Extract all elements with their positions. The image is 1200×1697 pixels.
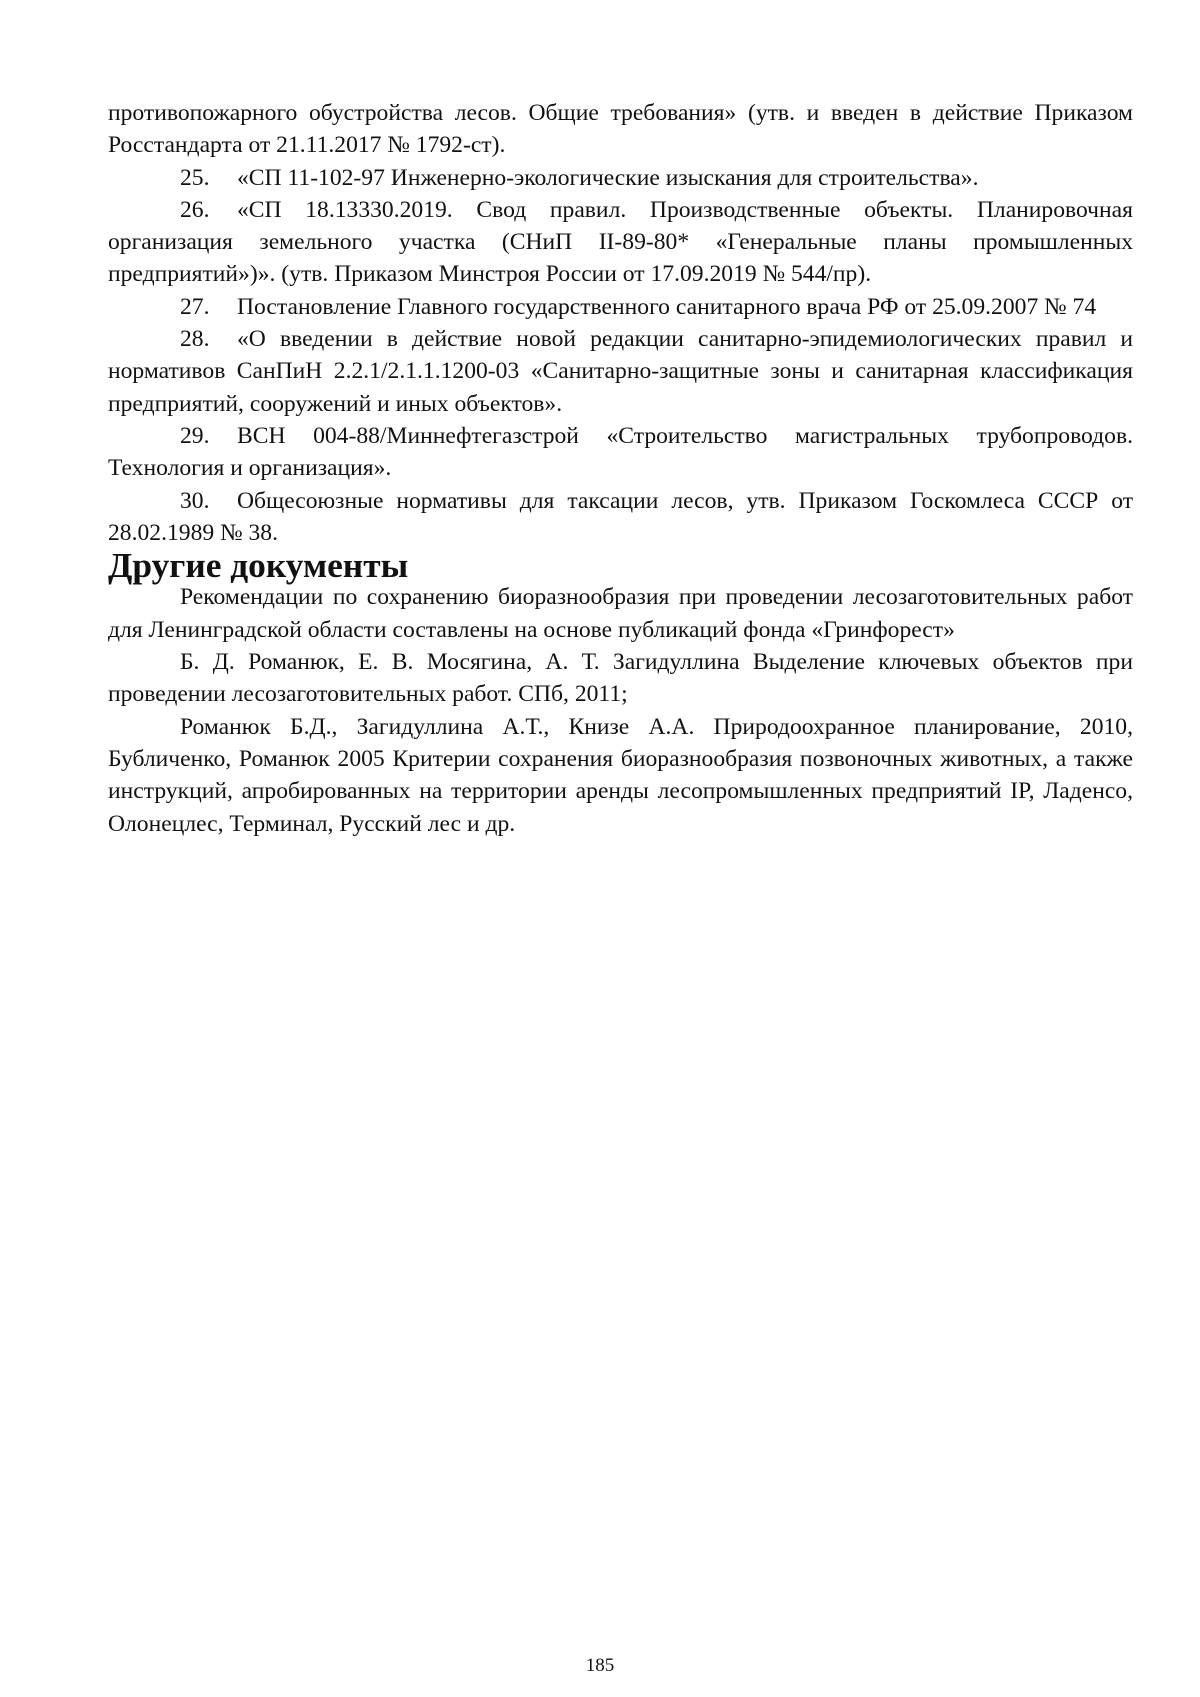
references-list [108, 162, 1133, 550]
reference-number: 28. [180, 326, 210, 353]
reference-item-29 [108, 420, 1133, 485]
reference-text: Постановление Главного государственного санитарного врача РФ от 25.09.2007 № 74 [237, 293, 1097, 320]
reference-number: 26. [180, 196, 210, 223]
reference-number: 25. [180, 164, 210, 191]
page-number: 185 [585, 1655, 615, 1676]
other-document-paragraph: Б. Д. Романюк, Е. В. Мосягина, А. Т. Загидуллина Выделение ключевых объектов при проведении лесозаготовительных работ. СПб, 2011; [108, 649, 1133, 708]
other-document-paragraph: Романюк Б.Д., Загидуллина А.Т., Книзе А.А. Природоохранное планирование, 2010, Бубличенко, Романюк 2005 Критерии сохранения биоразнообразия позвоночных животных, а также инструкций, апробированных на территории аренды лесопромышленных предприятий IP, Ладенсо, Олонецлес, Терминал, Русский лес и др. [108, 713, 1133, 837]
reference-text: ВСН 004-88/Миннефтегазстрой «Строительство магистральных трубопроводов. Технология и организация». [108, 422, 1133, 482]
reference-item-30 [108, 485, 1133, 550]
reference-text: «СП 11-102-97 Инженерно-экологические изыскания для строительства». [237, 164, 979, 191]
reference-text: «О введении в действие новой редакции санитарно-эпидемиологических правил и нормативов СанПиН 2.2.1/2.1.1.1200-03 «Санитарно-защитные зоны и санитарная классификация предприятий, сооружений и иных объектов». [108, 326, 1133, 417]
reference-item-26 [108, 194, 1133, 291]
reference-number: 29. [180, 422, 210, 449]
reference-number: 27. [180, 293, 210, 320]
other-documents-list [108, 581, 1133, 839]
reference-number: 30. [180, 487, 210, 514]
reference-item-28 [108, 323, 1133, 420]
page-content [108, 97, 1133, 840]
reference-text: «СП 18.13330.2019. Свод правил. Производственные объекты. Планировочная организация земельного участка (СНиП II-89-80* «Генеральные планы промышленных предприятий»)». (утв. Приказом Минстроя России от 17.09.2019 № 544/пр). [108, 196, 1133, 288]
reference-text: Общесоюзные нормативы для таксации лесов, утв. Приказом Госкомлеса СССР от 28.02.1989 № 38. [108, 487, 1133, 546]
section-heading-other-documents: Другие документы [108, 545, 409, 586]
other-document-paragraph: Рекомендации по сохранению биоразнообразия при проведении лесозаготовительных работ для Ленинградской области составлены на основе публикаций фонда «Гринфорест» [108, 584, 1133, 643]
continued-paragraph: противопожарного обустройства лесов. Общие требования» (утв. и введен в действие Приказом Росстандарта от 21.11.2017 № 1792-ст). [108, 100, 1133, 159]
reference-item-25 [108, 162, 1133, 194]
reference-item-27 [108, 291, 1133, 323]
